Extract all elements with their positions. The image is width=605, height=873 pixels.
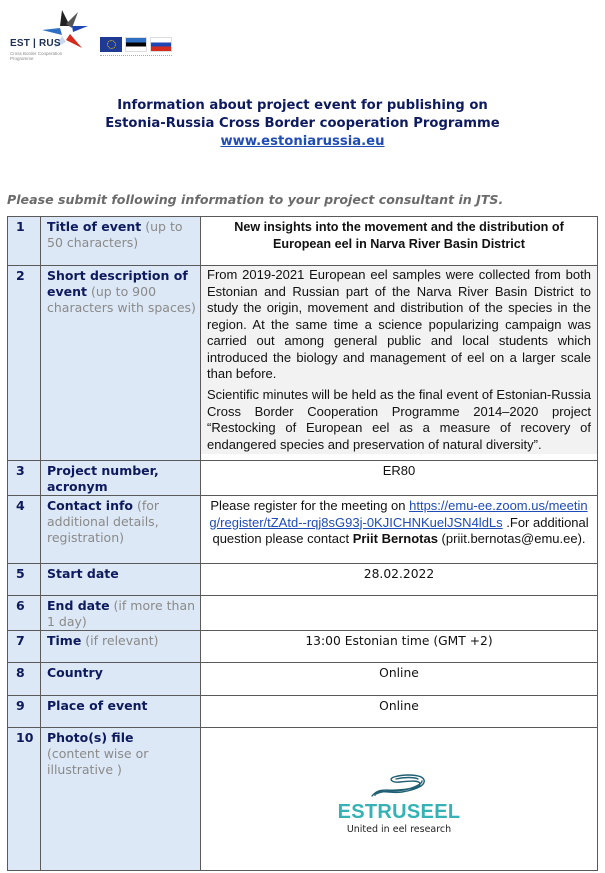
description-paragraph-2: Scientific minutes will be held as the final event of Estonian-Russia Cross Border Cooperation Programme 2014–2020 project “Restocking of European eel as a measure of recovery of endangered species and preservation of natural diversity”. xyxy=(201,387,597,454)
table-row xyxy=(8,631,598,663)
contact-name: Priit Bernotas xyxy=(352,531,438,546)
row-number: 9 xyxy=(8,696,41,728)
description-paragraph-1: From 2019-2021 European eel samples were collected from both Estonian and Russian part of the Narva River Basin District to study the origin, movement and distribution of the species in the region. At the same time a science popularizing campaign was carried out among general public and local students which introduced the biology and management of eel on a larger scale than before. xyxy=(201,266,597,370)
eu-flag-icon xyxy=(100,37,122,52)
row-label: Photo(s) file (content wise or illustrative ) xyxy=(41,728,201,871)
contact-email: (priit.bernotas@emu.ee). xyxy=(437,531,586,546)
website-link[interactable]: www.estoniarussia.eu xyxy=(220,134,385,149)
row-label: Place of event xyxy=(41,696,201,728)
partner-flags xyxy=(100,37,172,52)
title-line-1: Information about project event for publishing on xyxy=(117,98,488,113)
russia-flag-icon xyxy=(150,37,172,52)
instruction-text: Please submit following information to your project consultant in JTS. xyxy=(7,192,504,207)
table-row xyxy=(8,266,598,461)
end-date-value xyxy=(201,596,598,631)
row-number: 3 xyxy=(8,461,41,496)
table-row xyxy=(8,596,598,631)
estruseel-logo xyxy=(207,772,591,838)
programme-logo xyxy=(6,6,96,66)
row-label: Contact info (for additional details, registration) xyxy=(41,496,201,564)
table-row xyxy=(8,564,598,596)
table-row xyxy=(8,461,598,496)
row-number: 4 xyxy=(8,496,41,564)
row-number: 5 xyxy=(8,564,41,596)
flags-caption xyxy=(100,55,172,58)
row-label: Title of event (up to 50 characters) xyxy=(41,217,201,266)
country-value: Online xyxy=(201,663,598,696)
row-number: 6 xyxy=(8,596,41,631)
contact-info-value: Please register for the meeting on https://emu-ee.zoom.us/meeting/register/tZAtd--rqj8sG93j-0KJICHNKuelJSN4ldLs .For additional question please contact Priit Bernotas (priit.bernotas@emu.ee). xyxy=(201,496,598,564)
logo-name: EST | RUS xyxy=(10,38,61,49)
start-date-value: 28.02.2022 xyxy=(201,564,598,596)
eel-icon xyxy=(368,772,430,802)
row-label: Project number, acronym xyxy=(41,461,201,496)
page-title xyxy=(0,97,605,151)
row-label: Time (if relevant) xyxy=(41,631,201,663)
row-number: 10 xyxy=(8,728,41,871)
event-info-table xyxy=(7,216,598,871)
row-label: Country xyxy=(41,663,201,696)
table-row xyxy=(8,217,598,266)
event-title-value: New insights into the movement and the distribution of European eel in Narva River Basin District xyxy=(201,217,598,266)
photo-file-value xyxy=(201,728,598,871)
logo-subtitle: Cross Border Cooperation Programme xyxy=(10,51,63,61)
estruseel-brand: ESTRUSEEL xyxy=(337,801,461,823)
row-label: End date (if more than 1 day) xyxy=(41,596,201,631)
row-number: 2 xyxy=(8,266,41,461)
place-value: Online xyxy=(201,696,598,728)
time-value: 13:00 Estonian time (GMT +2) xyxy=(201,631,598,663)
row-number: 8 xyxy=(8,663,41,696)
row-label: Short description of event (up to 900 characters with spaces) xyxy=(41,266,201,461)
table-row xyxy=(8,663,598,696)
title-line-2: Estonia-Russia Cross Border cooperation Programme xyxy=(105,116,500,131)
row-label: Start date xyxy=(41,564,201,596)
table-row xyxy=(8,496,598,564)
row-number: 1 xyxy=(8,217,41,266)
event-description-value xyxy=(201,266,598,461)
registration-link[interactable]: https://emu-ee.zoom.us/meeting/register/tZAtd--rqj8sG93j-0KJICHNKuelJSN4ldLs xyxy=(209,498,588,530)
row-number: 7 xyxy=(8,631,41,663)
table-row xyxy=(8,728,598,871)
estruseel-tagline: United in eel research xyxy=(346,823,452,835)
project-number-value: ER80 xyxy=(201,461,598,496)
table-row xyxy=(8,696,598,728)
estonia-flag-icon xyxy=(125,37,147,52)
